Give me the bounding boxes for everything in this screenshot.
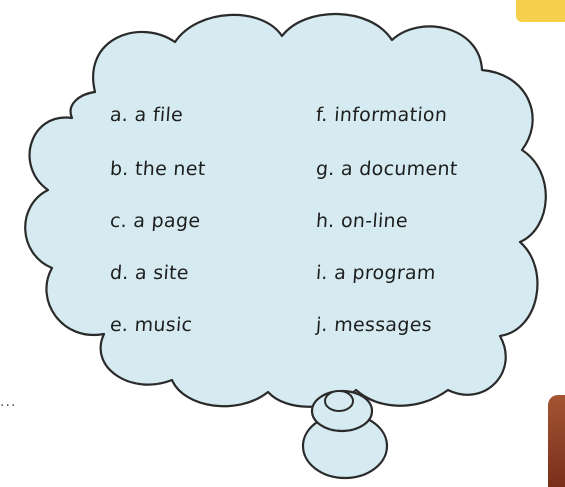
vocab-item-a: a. a file bbox=[109, 104, 184, 126]
ellipsis-text: ... bbox=[0, 394, 17, 410]
vocab-item-e: e. music bbox=[109, 314, 194, 336]
vocab-item-h: h. on-line bbox=[315, 210, 409, 232]
vocab-item-d: d. a site bbox=[109, 262, 190, 284]
vocab-item-g: g. a document bbox=[315, 158, 459, 180]
vocab-item-c: c. a page bbox=[109, 210, 202, 232]
vocab-item-b: b. the net bbox=[109, 158, 207, 180]
vocab-item-i: i. a program bbox=[315, 262, 437, 284]
vocab-item-f: f. information bbox=[315, 104, 449, 126]
vocab-item-j: j. messages bbox=[315, 314, 433, 336]
